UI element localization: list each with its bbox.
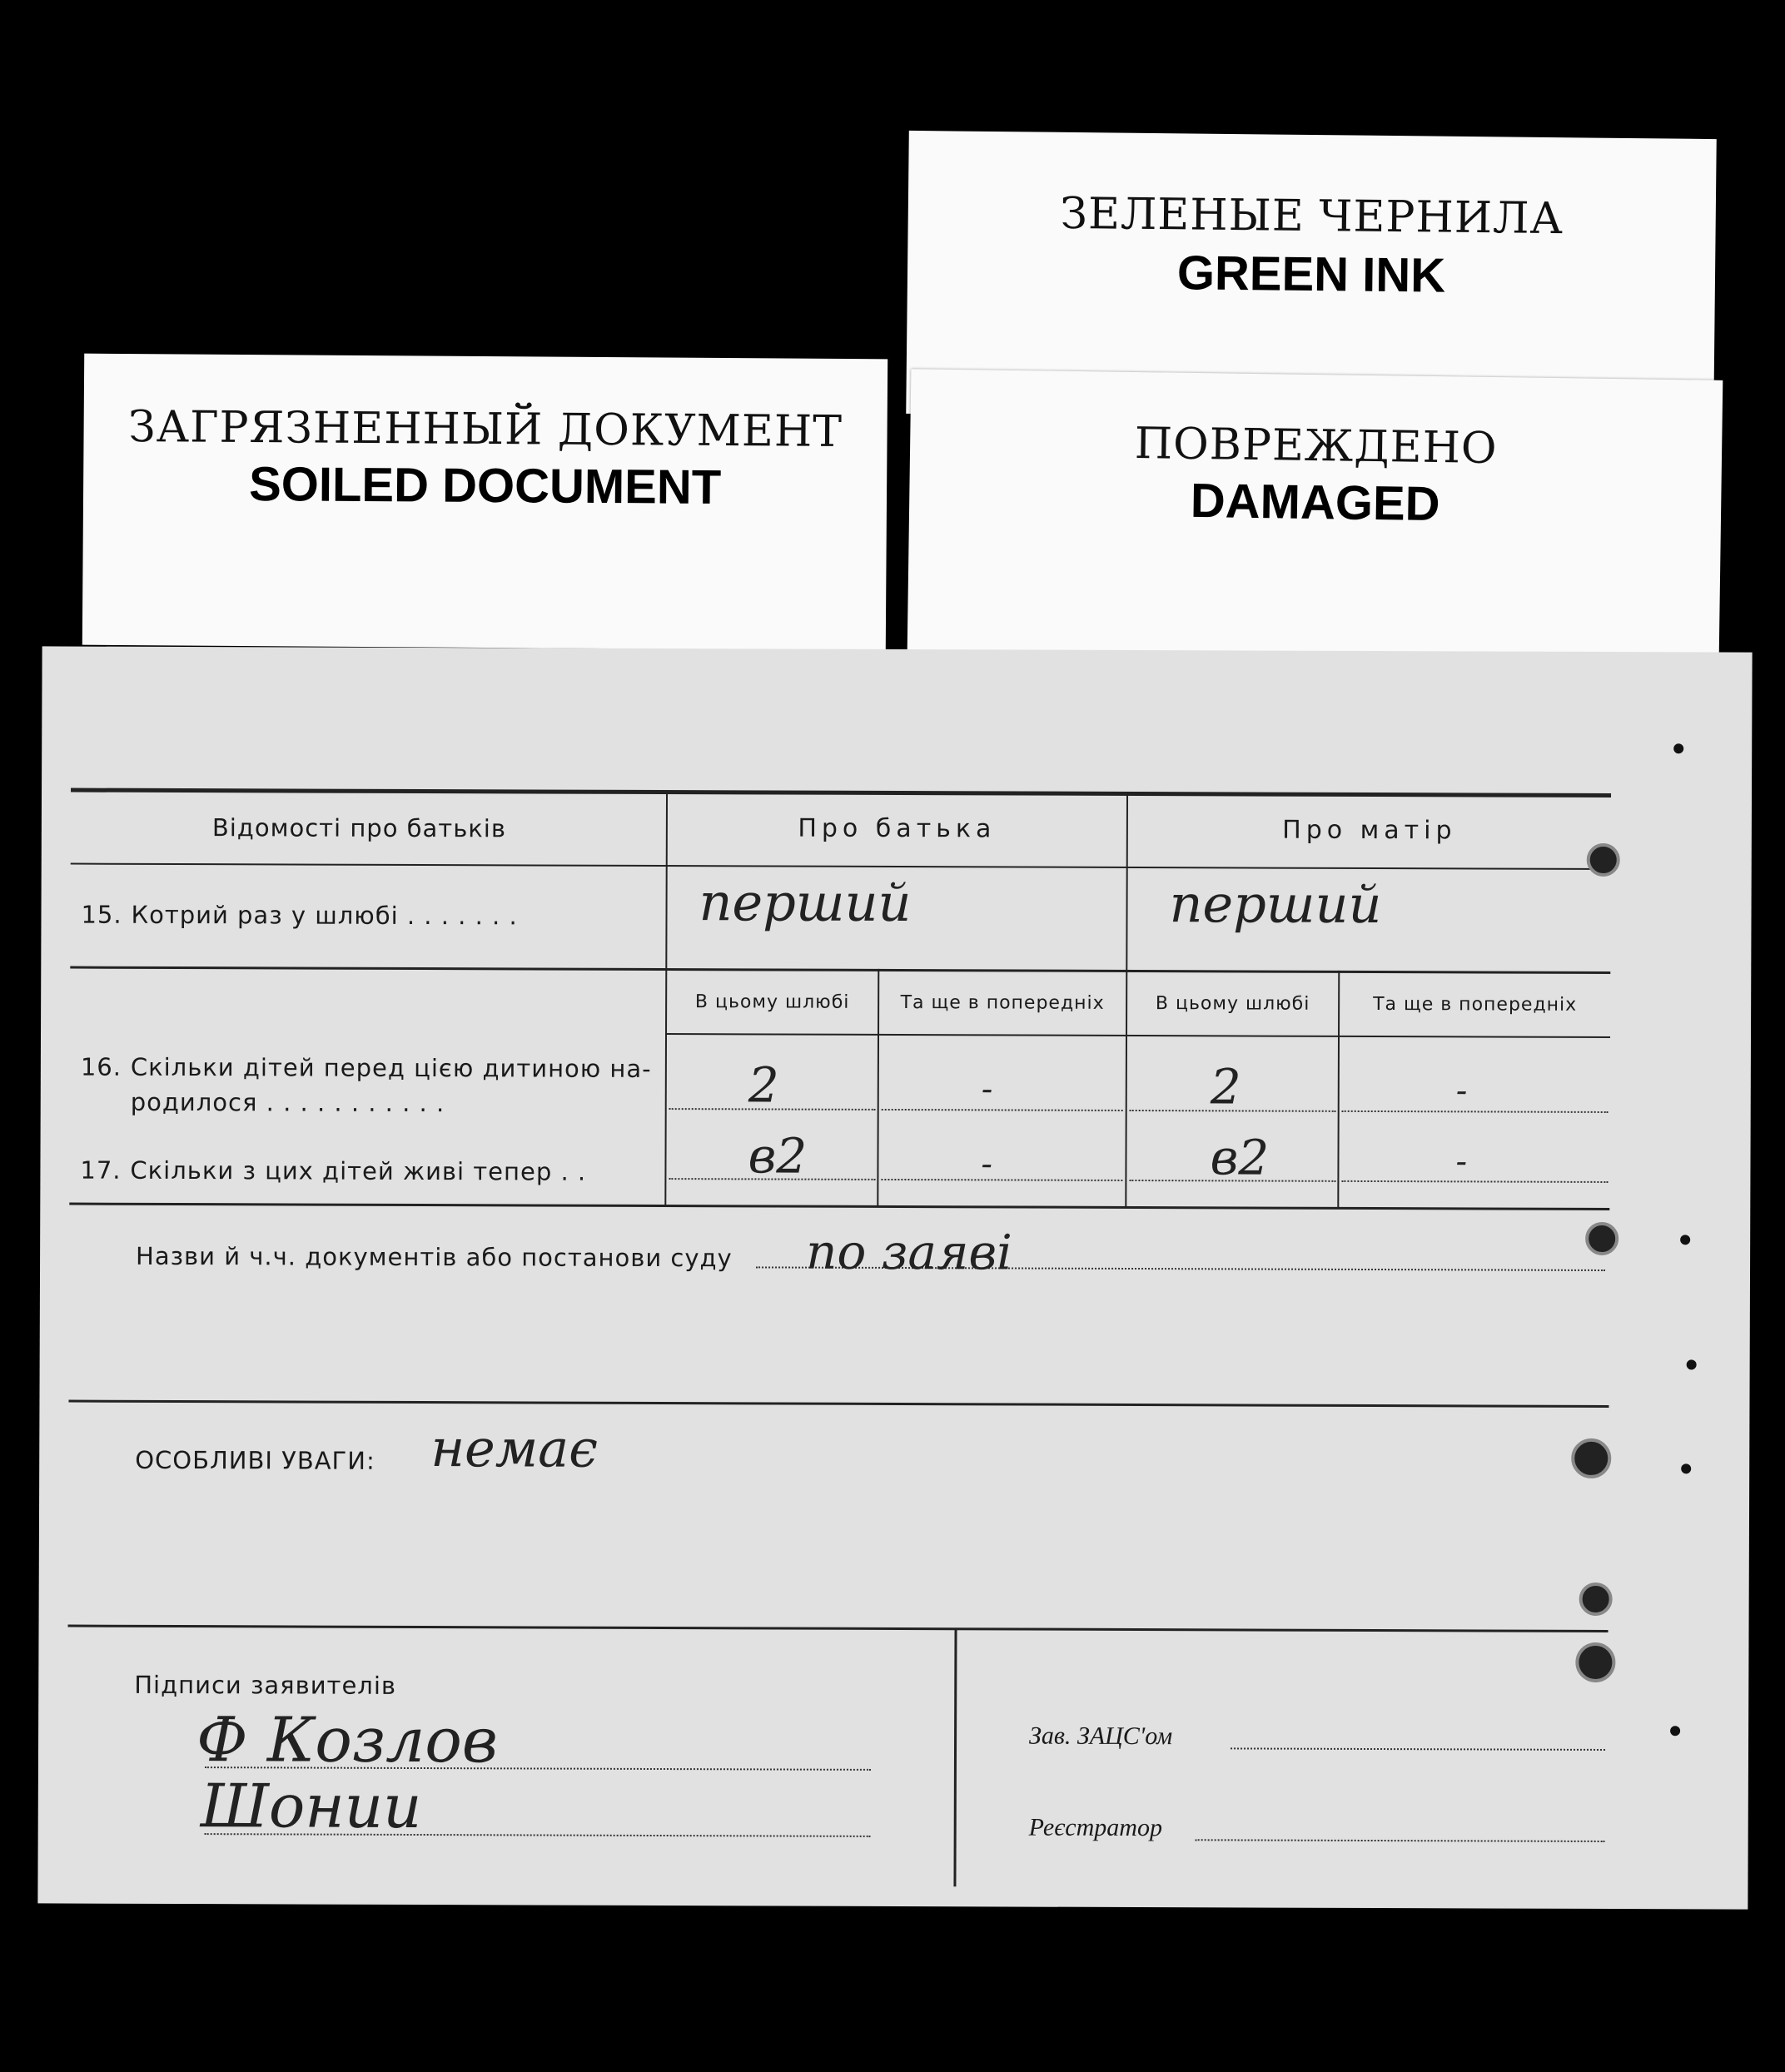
ink-speck [1673, 743, 1683, 753]
row17-mother-prev-value: - [1455, 1142, 1468, 1181]
damaged-ru-label: ПОВРЕЖДЕНО [1134, 418, 1498, 475]
remarks-label: ОСОБЛИВІ УВАГИ: [135, 1445, 375, 1475]
table-top-rule [71, 788, 1611, 797]
row15-mother-value: перший [1169, 873, 1382, 936]
registrar-label: Реєстратор [1028, 1813, 1163, 1842]
ink-speck [1681, 1463, 1691, 1473]
subheader-father-this: В цьому шлюбі [694, 991, 850, 1013]
header-mother: Про матір [1282, 815, 1457, 846]
subheader-father-previous: Та ще в попередніх [900, 992, 1105, 1014]
row17-number: 17. [80, 1155, 122, 1185]
table-bottom-rule [69, 1203, 1609, 1210]
head-of-registry-dots [1231, 1747, 1605, 1751]
signatures-top-rule [68, 1625, 1608, 1632]
green-ink-ru-label: ЗЕЛЕНЫЕ ЧЕРНИЛА [1060, 188, 1564, 245]
documents-label: Назви й ч.ч. документів або постанови суду [136, 1241, 733, 1273]
row17-label: Скільки з цих дітей живі тепер . . [130, 1155, 587, 1186]
soiled-en-label: SOILED DOCUMENT [248, 457, 722, 514]
header-bottom-rule [71, 863, 1611, 870]
subheader-bottom-rule [665, 1033, 1610, 1038]
documents-value: по заяві [805, 1223, 1012, 1281]
row16-mother-prev-value: - [1455, 1071, 1468, 1111]
row15-label: Котрий раз у шлюбі . . . . . . . [131, 900, 518, 931]
row17-father-this-value: в2 [748, 1127, 808, 1185]
damaged-en-label: DAMAGED [1190, 473, 1440, 532]
registrar-dots [1196, 1839, 1605, 1842]
signatures-label: Підписи заявителів [134, 1670, 397, 1700]
punch-hole [1575, 1642, 1615, 1682]
green-ink-en-label: GREEN INK [1176, 246, 1446, 303]
row17-mother-this-value: в2 [1210, 1129, 1270, 1186]
signature-2: Шонии [200, 1771, 422, 1842]
row16-father-prev-dots [882, 1109, 1123, 1111]
row16-label-line2: родилося . . . . . . . . . . . [130, 1087, 445, 1118]
header-parents-info: Відомості про батьків [211, 813, 507, 843]
head-of-registry-label: Зав. ЗАЦС'ом [1029, 1722, 1173, 1751]
punch-hole [1585, 1222, 1618, 1255]
row16-mother-this-value: 2 [1210, 1058, 1241, 1116]
row15-bottom-rule [70, 966, 1610, 974]
ink-speck [1687, 1359, 1697, 1369]
soiled-document-notice-card [82, 354, 888, 651]
punch-hole [1579, 1583, 1613, 1616]
row16-label-line1: Скільки дітей перед цією дитиною на- [130, 1052, 652, 1083]
registration-form-sheet [37, 646, 1752, 1909]
row17-mother-prev-dots [1341, 1180, 1608, 1183]
soiled-ru-label: ЗАГРЯЗНЕННЫЙ ДОКУМЕНТ [128, 402, 843, 457]
row15-number: 15. [81, 900, 122, 929]
row15-father-value: перший [699, 872, 912, 934]
signature-1: Ф Козлов [196, 1704, 499, 1777]
remarks-value: немає [430, 1418, 599, 1479]
row16-father-prev-value: - [981, 1070, 993, 1109]
row16-mother-prev-dots [1342, 1111, 1608, 1113]
signatures-divider [953, 1628, 957, 1886]
damaged-notice-card [907, 369, 1723, 663]
remarks-top-rule [68, 1400, 1608, 1408]
header-father: Про батька [798, 813, 997, 844]
row16-father-this-value: 2 [748, 1056, 779, 1114]
row17-father-prev-dots [881, 1179, 1122, 1181]
ink-speck [1680, 1235, 1690, 1245]
ink-speck [1670, 1726, 1680, 1736]
row16-number: 16. [80, 1052, 122, 1081]
punch-hole [1571, 1438, 1611, 1478]
subheader-mother-previous: Та ще в попередніх [1373, 994, 1578, 1016]
subheader-mother-this: В цьому шлюбі [1155, 993, 1310, 1015]
row17-father-prev-value: - [981, 1145, 993, 1184]
punch-hole [1587, 843, 1620, 877]
